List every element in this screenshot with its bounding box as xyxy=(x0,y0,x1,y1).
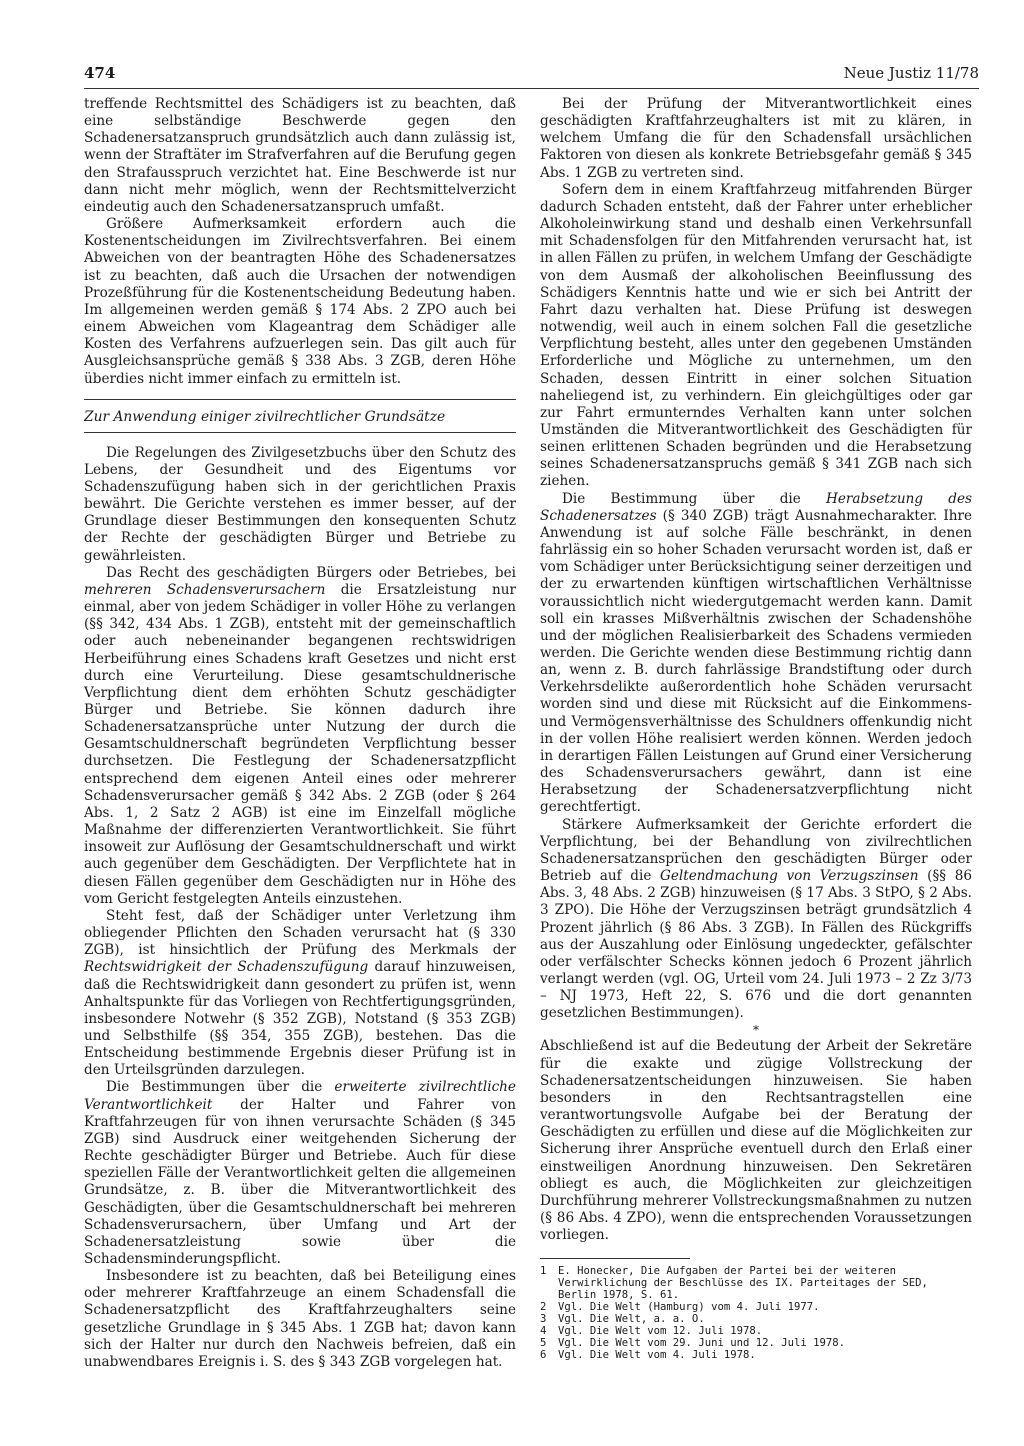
emphasis: Geltendmachung von Verzugszinsen xyxy=(660,868,919,885)
footnote-text: Vgl. Die Welt vom 12. Juli 1978. xyxy=(558,1325,763,1338)
paragraph: Sofern dem in einem Kraftfahrzeug mitfahrenden Bürger dadurch Schaden entsteht, daß der Fahrer unter erheblicher Alkoholeinwirkung stand und deshalb einen Verkehrsunfall mit Schadensfolgen für den Mitfahrenden verursacht hat, ist in allen Fällen zu prüfen, in welchem Umfang der Geschädigte von dem Ausmaß der alkoholischen Beeinflussung des Schädigers Kenntnis hatte und wie er sich bei Antritt der Fahrt dazu verhalten hat. Diese Prüfung ist deswegen notwendig, weil auch in einem solchen Fall die gesetzliche Verpflichtung besteht, alles unter den gegebenen Umständen Erforderliche und Mögliche zu unternehmen, um den Schaden, dessen Eintritt in einer solchen Situation naheliegend ist, zu verhindern. Ein gleichgültiges oder gar zur Fahrt ermunterndes Verhalten kann unter solchen Umständen die Mitverantwortlichkeit des Geschädigten für seinen erlittenen Schaden begründen und die Herabsetzung seines Schadenersatzanspruchs gemäß § 341 ZGB nach sich ziehen. xyxy=(540,181,972,490)
footnote-number: 3 xyxy=(540,1313,547,1326)
footnote-text: Vgl. Die Welt vom 29. Juni und 12. Juli 1978. xyxy=(558,1337,846,1350)
emphasis: Rechtswidrigkeit der Schadenszufügung xyxy=(84,959,369,976)
footnote-text: E. Honecker, Die Aufgaben der Partei bei der weiteren Verwirklichung der Beschlüsse des IX. Parteitages der SED, Berlin 1978, S. 61. xyxy=(558,1265,928,1302)
footnote-number: 6 xyxy=(540,1349,547,1362)
page-header xyxy=(84,64,979,86)
section-separator: * xyxy=(753,1023,759,1038)
footnote xyxy=(540,1349,972,1361)
emphasis: Herabsetzung des Schadenersatzes xyxy=(540,490,972,524)
paragraph: Größere Aufmerksamkeit erfordern auch die Kostenentscheidungen im Zivilrechtsverfahren. Bei einem Abweichen von der beantragten Höhe des Schadenersatzes ist zu beachten, daß auch die Ursachen der notwendigen Prozeßführung für die Kostenentscheidung Bedeutung haben. Im allgemeinen werden gemäß § 174 Abs. 2 ZPO auch bei einem Abweichen vom Klageantrag dem Schädiger alle Kosten des Verfahrens aufzuerlegen sein. Das gilt auch für Ausgleichsansprüche gemäß § 338 Abs. 3 ZGB, deren Höhe überdies nicht immer einfach zu ermitteln ist. xyxy=(84,216,516,387)
footnote-number: 5 xyxy=(540,1337,547,1350)
footnote xyxy=(540,1301,972,1313)
footnote-text: Vgl. Die Welt vom 4. Juli 1978. xyxy=(558,1349,756,1362)
footnote-text: Vgl. Die Welt (Hamburg) vom 4. Juli 1977. xyxy=(558,1301,820,1314)
section-heading: Zur Anwendung einiger zivilrechtlicher Grundsätze xyxy=(84,408,446,425)
journal-issue: Neue Justiz 11/78 xyxy=(843,64,979,82)
page-number: 474 xyxy=(84,64,116,82)
emphasis: mehreren Schadensverursachern xyxy=(84,581,326,598)
paragraph: Das Recht des geschädigten Bürgers oder Betriebes, bei mehreren Schadensverursachern die Ersatzleistung nur einmal, aber von jedem Schädiger in voller Höhe zu verlangen (§§ 342, 434 Abs. 1 ZGB), entsteht mit der gemeinschaftlich oder auch nebeneinander begangenen rechtswidrigen Herbeiführung eines Schadens kraft Gesetzes und nicht erst durch eine Verurteilung. Diese gesamtschuldnerische Verpflichtung dient dem erhöhten Schutz geschädigter Bürger und Betriebe. Sie können dadurch ihre Schadenersatzansprüche unter Nutzung der durch die Gesamtschuldnerschaft begründeten Verpflichtung besser durchsetzen. Die Festlegung der Schadenersatzpflicht entsprechend dem eigenen Anteil eines oder mehrerer Schadensverursacher gemäß § 342 Abs. 2 ZGB (oder § 264 Abs. 1, 2 Satz 2 AGB) ist eine im Einzelfall mögliche Maßnahme der differenzierten Verantwortlichkeit. Sie führt insoweit zur Auflösung der Gesamtschuldnerschaft und wirkt auch gegenüber dem Geschädigten. Der Verpflichtete hat in diesen Fällen gegenüber dem Geschädigten nur in Höhe des vom Gericht festgelegten Anteils einzustehen. xyxy=(84,564,516,907)
paragraph: Die Bestimmung über die Herabsetzung des Schadenersatzes (§ 340 ZGB) trägt Ausnahmecharakter. Ihre Anwendung ist auf solche Fälle beschränkt, in denen fahrlässig ein so hoher Schaden verursacht worden ist, daß er vom Schädiger unter Berücksichtigung seiner derzeitigen und der zu erwartenden künftigen wirtschaftlichen Verhältnisse voraussichtlich nicht wiedergutgemacht werden kann. Damit soll ein krasses Mißverhältnis zwischen der Schadenshöhe und der möglichen Realisierbarkeit des Schadens vermieden werden. Die Gerichte wenden diese Bestimmung richtig dann an, wenn z. B. durch fahrlässige Brandstiftung oder durch Verkehrsdelikte außerordentlich hohe Schäden verursacht worden sind und diese mit Rücksicht auf die Einkommens- und Vermögensverhältnisse des Schuldners offenkundig nicht in der vollen Höhe realisiert werden können. Werden jedoch in derartigen Fällen Leistungen auf Grund einer Versicherung des Schadensverursachers gewährt, dann ist eine Herabsetzung der Schadenersatzverpflichtung nicht gerechtfertigt. xyxy=(540,490,972,816)
paragraph: Steht fest, daß der Schädiger unter Verletzung ihm obliegender Pflichten den Schaden verursacht hat (§ 330 ZGB), ist hinsichtlich der Prüfung des Merkmals der Rechtswidrigkeit der Schadenszufügung darauf hinzuweisen, daß die Rechtswidrigkeit dann gesondert zu prüfen ist, wenn Anhaltspunkte für das Vorliegen von Rechtfertigungsgründen, insbesondere Notwehr (§ 352 ZGB), Notstand (§ 353 ZGB) und Selbsthilfe (§§ 354, 355 ZGB), bestehen. Das die Entscheidung bestimmende Ergebnis dieser Prüfung ist in den Urteilsgründen darzulegen. xyxy=(84,907,516,1079)
footnote-number: 2 xyxy=(540,1301,547,1314)
footnote-number: 4 xyxy=(540,1325,547,1338)
paragraph: Die Regelungen des Zivilgesetzbuchs über den Schutz des Lebens, der Gesundheit und des Eigentums vor Schadenszufügung haben sich in der gerichtlichen Praxis bewährt. Die Gerichte verstehen es immer besser, auf der Grundlage dieser Bestimmungen den konsequenten Schutz der Rechte der geschädigten Bürger und Betriebe zu gewährleisten. xyxy=(84,444,516,564)
paragraph: Abschließend ist auf die Bedeutung der Arbeit der Sekretäre für die exakte und zügige Vollstreckung der Schadenersatzentscheidungen hinzuweisen. Sie haben besonders in den Rechtsantragstellen eine verantwortungsvolle Aufgabe bei der Beratung der Geschädigten zu erfüllen und diese auf die Möglichkeiten zur Sicherung ihrer Ansprüche eventuell durch den Erlaß einer einstweiligen Anordnung hinzuweisen. Den Sekretären obliegt es auch, die Möglichkeiten zur gleichzeitigen Durchführung mehrerer Vollstreckungsmaßnahmen zu nutzen (§ 86 Abs. 4 ZPO), wenn die entsprechenden Voraussetzungen vorliegen. xyxy=(540,1038,972,1244)
footnote xyxy=(540,1325,972,1337)
paragraph: treffende Rechtsmittel des Schädigers ist zu beachten, daß eine selbständige Beschwerde gegen den Schadenersatzanspruch grundsätzlich auch dann zulässig ist, wenn der Straftäter im Strafverfahren auf die Berufung gegen den Strafausspruch verzichtet hat. Eine Beschwerde ist nur dann nicht mehr möglich, wenn der Rechtsmittelverzicht eindeutig auch den Schadenersatzanspruch umfaßt. xyxy=(84,96,516,215)
section-heading-box xyxy=(84,399,516,433)
footnote xyxy=(540,1265,972,1301)
paragraph: Stärkere Aufmerksamkeit der Gerichte erfordert die Verpflichtung, bei der Behandlung von zivilrechtlichen Schadenersatzansprüchen den geschädigten Bürger oder Betrieb auf die Geltendmachung von Verzugszinsen (§§ 86 Abs. 3, 48 Abs. 2 ZGB) hinzuweisen (§ 17 Abs. 3 StPO, § 2 Abs. 3 ZPO). Die Höhe der Verzugszinsen beträgt grundsätzlich 4 Prozent jährlich (§ 86 Abs. 3 ZGB). In Fällen des Rückgriffs aus der Auszahlung oder Einlösung ungedeckter, gefälschter oder verfälschter Schecks können jedoch 6 Prozent jährlich verlangt werden (vgl. OG, Urteil vom 24. Juli 1973 – 2 Zz 3/73 – NJ 1973, Heft 22, S. 676 und die dort genannten gesetzlichen Bestimmungen). xyxy=(540,816,972,1022)
paragraph: Insbesondere ist zu beachten, daß bei Beteiligung eines oder mehrerer Kraftfahrzeuge an einem Schadensfall die Schadenersatzpflicht des Kraftfahrzeughalters seine gesetzliche Grundlage in § 345 Abs. 1 ZGB hat; davon kann sich der Halter nur durch den Nachweis befreien, daß ein unabwendbares Ereignis i. S. des § 343 ZGB vorgelegen hat. xyxy=(84,1268,516,1370)
emphasis: erweiterte zivilrechtliche Verantwortlichkeit xyxy=(84,1079,516,1113)
footnote xyxy=(540,1313,972,1325)
paragraph: Bei der Prüfung der Mitverantwortlichkeit eines geschädigten Kraftfahrzeughalters ist mit zu klären, in welchem Umfang die für den Schadensfall ursächlichen Faktoren von diesen als konkrete Betriebsgefahr gemäß § 345 Abs. 1 ZGB zu vertreten sind. xyxy=(540,96,972,181)
footnote-text: Vgl. Die Welt, a. a. O. xyxy=(558,1313,705,1326)
footnote xyxy=(540,1337,972,1349)
footnote-number: 1 xyxy=(540,1265,547,1278)
header-rule xyxy=(84,88,979,89)
right-column xyxy=(540,96,972,1386)
footnote-rule xyxy=(540,1258,690,1259)
paragraph: Die Bestimmungen über die erweiterte zivilrechtliche Verantwortlichkeit der Halter und Fahrer von Kraftfahrzeugen für von ihnen verursachte Schäden (§ 345 ZGB) sind Ausdruck einer weitgehenden Sicherung der Rechte geschädigter Bürger und Betriebe. Auch für diese speziellen Fälle der Verantwortlichkeit gelten die allgemeinen Grundsätze, z. B. über die Mitverantwortlichkeit des Geschädigten, über die Gesamtschuldnerschaft bei mehreren Schadensverursachern, über Umfang und Art der Schadenersatzleistung sowie über die Schadensminderungspflicht. xyxy=(84,1079,516,1267)
footnotes xyxy=(540,1265,972,1361)
left-column xyxy=(84,96,516,1386)
